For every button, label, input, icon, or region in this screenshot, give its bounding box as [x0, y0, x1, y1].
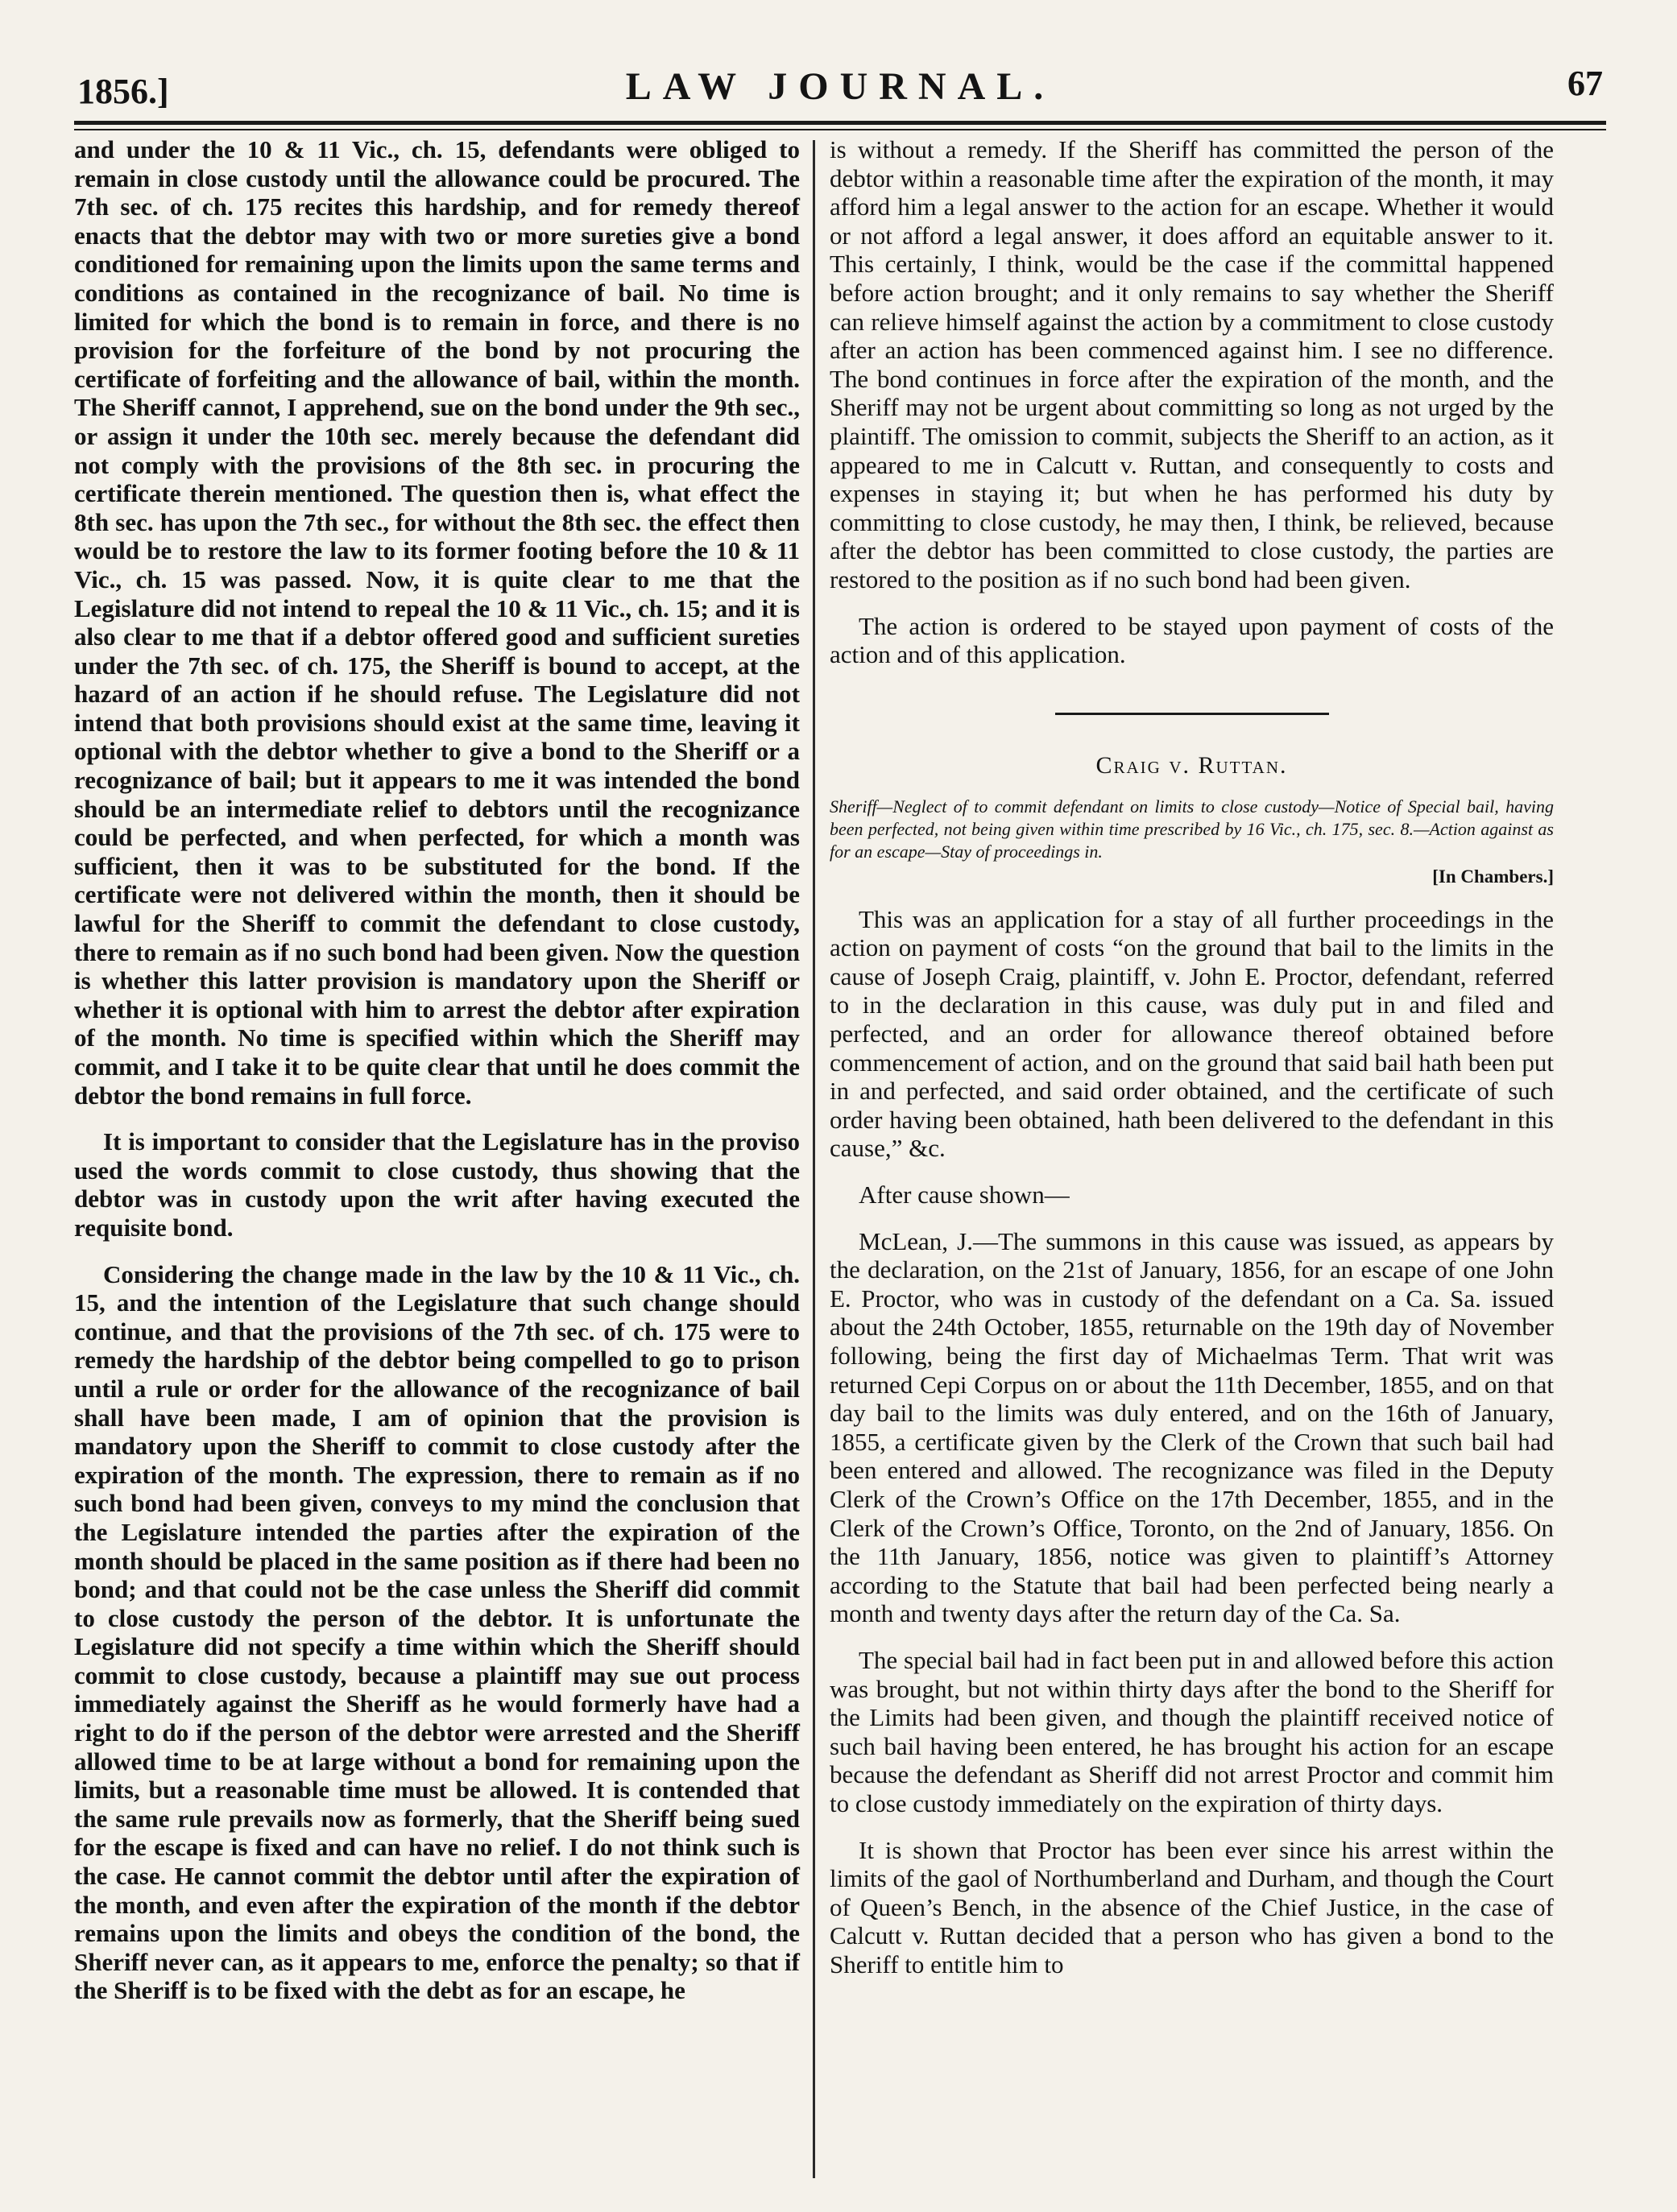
right-column [815, 135, 1554, 2180]
right-paragraph-4: After cause shown— [859, 1180, 1070, 1209]
running-header [74, 56, 1606, 114]
journal-title: LAW JOURNAL. [625, 65, 1055, 108]
right-paragraph-5: McLean, J.—The summons in this cause was issued, as appears by the declaration, on the 21st of January, 1856, for an escape of one John E. Proctor, who was in custody of the defendant on a Ca. Sa. issued about the 24th October, 1855, returnable on the 19th day of November following, being the first day of Michaelmas Term. That writ was returned Cepi Corpus on or about the 11th December, 1855, and on that day bail to the limits was duly entered, and on the 16th of January, 1855, a certificate given by the Clerk of the Crown that such bail had been entered and allowed. The recognizance was filed in the Deputy Clerk of the Crown’s Office on the 17th December, 1855, and in the Clerk of the Crown’s Office, Toronto, on the 2nd of January, 1856. On the 11th January, 1856, notice was given to plaintiff’s Attorney according to the Statute that bail had been perfected being nearly a month and twenty days after the return day of the Ca. Sa. [830, 1226, 1554, 1628]
page-number: 67 [1567, 64, 1603, 103]
right-paragraph-2: The action is ordered to be stayed upon payment of costs of the action and of this application. [830, 611, 1554, 669]
left-paragraph-1: and under the 10 & 11 Vic., ch. 15, defendants were obliged to remain in close custody until the allowance could be procured. The 7th sec. of ch. 175 recites this hardship, and for remedy thereof enacts that the debtor may with two or more sureties give a bond conditioned for remaining upon the limits upon the same terms and conditions as contained in the recognizance of bail. No time is limited for which the bond is to remain in force, and there is no provision for the forfeiture of the bond by not procuring the certificate of forfeiting and the allowance of bail, within the month. The Sheriff cannot, I apprehend, sue on the bond under the 9th sec., or assign it under the 10th sec. merely because the defendant did not comply with the provisions of the 8th sec. in procuring the certificate therein mentioned. The question then is, what effect the 8th sec. has upon the 7th sec., for without the 8th sec. the effect then would be to restore the law to its former footing before the 10 & 11 Vic., ch. 15 was passed. Now, it is quite clear to me that the Legislature did not intend to repeal the 10 & 11 Vic., ch. 15; and it is also clear to me that if a debtor offered good and sufficient sureties under the 7th sec. of ch. 175, the Sheriff is bound to accept, at the hazard of an action if he should refuse. The Legislature did not intend that both provisions should exist at the same time, leaving it optional with the debtor whether to give a bond to the Sheriff or a recognizance of bail; but it appears to me it was intended the bond should be an intermediate relief to debtors until the recognizance could be perfected, and when perfected, for which a month was sufficient, then it was to be substituted for the bond. If the certificate were not delivered within the month, then it should be lawful for the Sheriff to commit the defendant to close custody, there to remain as if no such bond had been given. Now the question is whether this latter provision is mandatory upon the Sheriff or whether it is optional with him to arrest the debtor after expiration of the month. No time is specified within which the Sheriff may commit, and I take it to be quite clear that until he does commit the debtor the bond remains in full force. [74, 135, 800, 1110]
right-paragraph-6: The special bail had in fact been put in and allowed before this action was brought, but not within thirty days after the bond to the Sheriff for the Limits had been given, and though the plaintiff received notice of such bail having been entered, he has brought his action for an escape because the defendant as Sheriff did not arrest Proctor and commit him to close custody immediately on the expiration of thirty days. [830, 1645, 1554, 1817]
case-title: Craig v. Ruttan. [1095, 751, 1288, 779]
right-paragraph-1: is without a remedy. If the Sheriff has committed the person of the debtor within a reasonable time after the expiration of the month, it may afford him a legal answer to the action for an escape. Whether it would or not afford a legal answer, it does afford an equitable answer to it. This certainly, I think, would be the case if the committal happened before action brought; and it only remains to say whether the Sheriff can relieve himself against the action by a commitment to close custody after an action has been commenced against him. I see no difference. The bond continues in force after the expiration of the month, and the Sheriff may not be urgent about committing so long as not urged by the plaintiff. The omission to commit, subjects the Sheriff to an action, as it appeared to me in Calcutt v. Ruttan, and consequently to costs and expenses in staying it; but when he has performed his duty by committing to close custody, he may then, I think, be relieved, because after the debtor has been committed to close custody, the parties are restored to the position as if no such bond had been given. [830, 135, 1554, 593]
left-paragraph-3: Considering the change made in the law by the 10 & 11 Vic., ch. 15, and the intention of the Legislature that such change should continue, and that the provisions of the 7th sec. of ch. 175 were to remedy the hardship of the debtor being compelled to go to prison until a rule or order for the allowance of the recognizance of bail shall have been made, I am of opinion that the provision is mandatory upon the Sheriff to commit to close custody after the expiration of the month. The expression, there to remain as if no such bond had been given, conveys to my mind the conclusion that the Legislature intended the parties after the expiration of the month should be placed in the same position as if there had been no bond; and that could not be the case unless the Sheriff did commit to close custody the person of the debtor. It is unfortunate the Legislature did not specify a time within which the Sheriff should commit to close custody, because a plaintiff may sue out process immediately against the Sheriff as he would formerly have had a right to do if the person of the debtor were arrested and the Sheriff allowed time to be at large without a bond for remaining upon the limits, but a reasonable time must be allowed. It is contended that the same rule prevails now as formerly, that the Sheriff being sued for the escape is fixed and can have no relief. I do not think such is the case. He cannot commit the debtor until after the expiration of the month, and even after the expiration of the month if the debtor remains upon the limits and obeys the condition of the bond, the Sheriff never can, as it appears to me, enforce the penalty; so that if the Sheriff is to be fixed with the debt as for an escape, he [74, 1259, 800, 2005]
left-paragraph-2: It is important to consider that the Legislature has in the proviso used the words commit to close custody, thus showing that the debtor was in custody upon the writ after having executed the requisite bond. [74, 1127, 800, 1242]
header-rule-thin [74, 129, 1606, 130]
header-rule-thick [74, 121, 1606, 125]
case-separator-rule [1055, 713, 1329, 715]
header-year: 1856.] [77, 72, 169, 111]
case-headnote: Sheriff—Neglect of to commit defendant on limits to close custody—Notice of Special bail, having been perfected, not being given within time prescribed by 16 Vic., ch. 175, sec. 8.—Action against as for an escape—Stay of proceedings in. [830, 796, 1554, 862]
right-paragraph-3: This was an application for a stay of all further proceedings in the action on payment of costs “on the ground that bail to the limits in the cause of Joseph Craig, plaintiff, v. John E. Proctor, defendant, referred to in the declaration in this cause, was duly put in and filed and perfected, and an order for allowance thereof obtained before commencement of action, and on the ground that said bail hath been put in and perfected, and said order obtained, and the certificate of such order having been obtained, hath been delivered to the defendant in this cause,” &c. [830, 904, 1554, 1163]
left-column [74, 135, 813, 2180]
text-columns [74, 135, 1606, 2180]
court-note: [In Chambers.] [1432, 866, 1554, 887]
right-paragraph-7: It is shown that Proctor has been ever since his arrest within the limits of the gaol of Northumberland and Durham, and though the Court of Queen’s Bench, in the absence of the Chief Justice, in the case of Calcutt v. Ruttan decided that a person who has given a bond to the Sheriff to entitle him to [830, 1835, 1554, 1978]
